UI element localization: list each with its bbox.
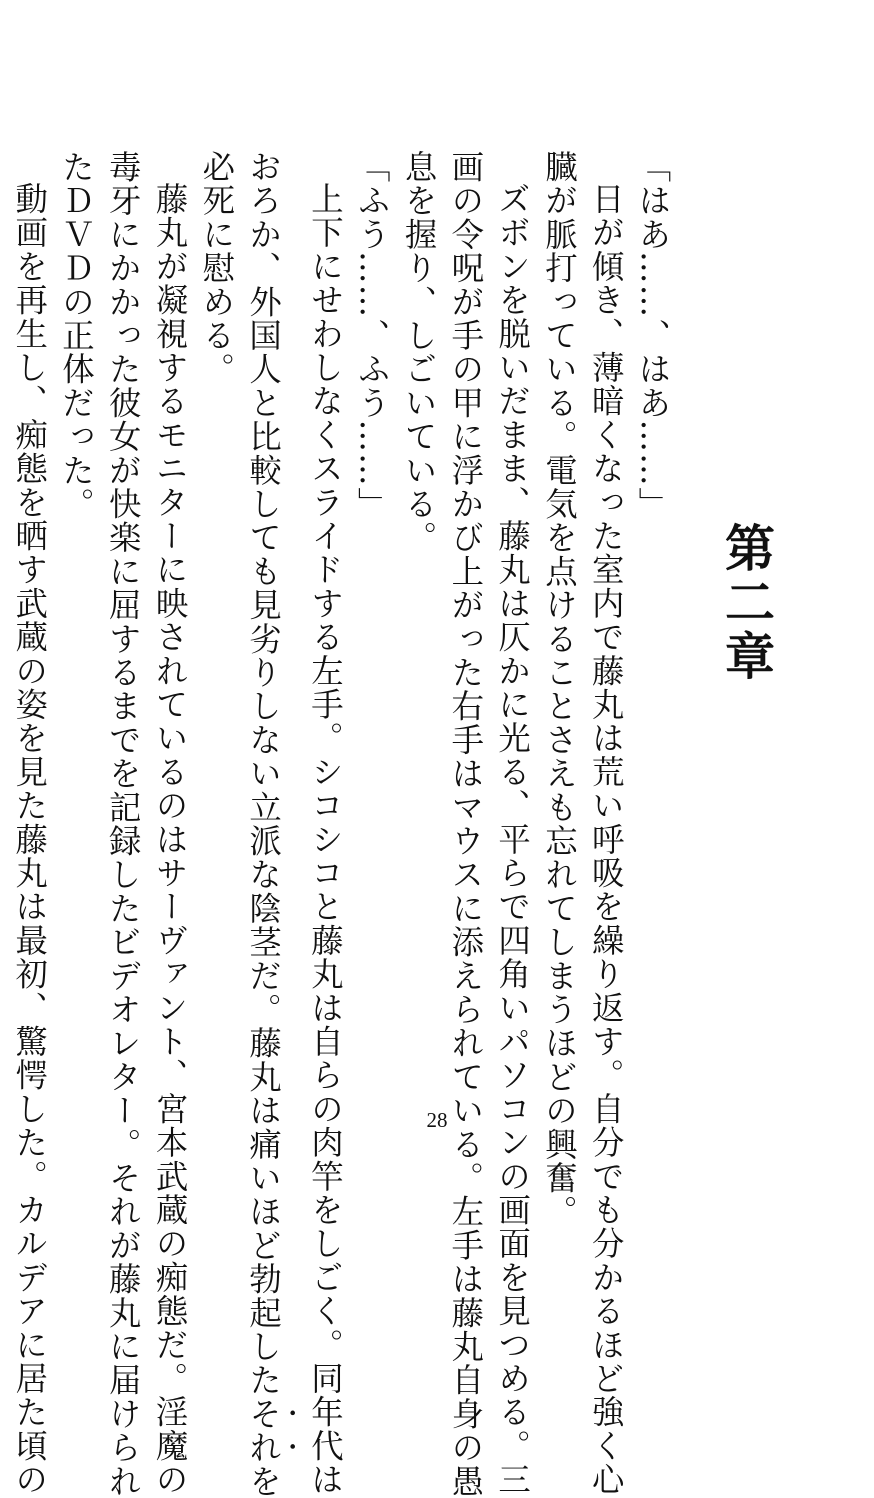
text-line: 息を握り、しごいている。	[400, 150, 439, 555]
paragraph-dialogue-2	[348, 150, 395, 1090]
text-line: 「はあ……、はあ……」	[634, 150, 672, 521]
emphasis-text: それ	[244, 1396, 283, 1465]
text-line: 必死に慰める。	[197, 150, 236, 386]
paragraph-6-cont	[53, 150, 100, 1090]
text-line: ズボンを脱いだまま、藤丸は仄かに光る、平らで四角いパソコンの画面を見つめる。三	[493, 182, 532, 1497]
paragraph-2	[582, 150, 629, 1497]
paragraph-7	[6, 150, 53, 1497]
chapter-title: 第二章	[717, 522, 776, 684]
paragraph-2-cont	[536, 150, 583, 1229]
page-number: 28	[426, 1108, 448, 1132]
text-line: 「ふう……、ふう……」	[353, 150, 392, 521]
text-line: 画の令呪が手の甲に浮かび上がった右手はマウスに添えられている。左手は藤丸自身の愚	[446, 150, 485, 1498]
text-line: 藤丸が凝視するモニターに映されているのはサーヴァント、宮本武蔵の痴態だ。淫魔の	[151, 182, 190, 1497]
paragraph-5	[302, 150, 349, 1497]
paragraph-6-cont	[99, 150, 146, 1498]
paragraph-dialogue-1	[629, 150, 676, 1090]
text-line: 毒牙にかかった彼女が快楽に屈するまでを記録したビデオレター。それが藤丸に届けられ	[104, 150, 143, 1498]
text-line: 臓が脈打っている。電気を点けることさえも忘れてしまうほどの興奮。	[540, 150, 579, 1229]
text-line: 日が傾き、薄暗くなった室内で藤丸は荒い呼吸を繰り返す。自分でも分かるほど強く心	[587, 182, 626, 1497]
text-line: たＤＶＤの正体だった。	[57, 150, 96, 521]
paragraph-5-cont	[193, 150, 240, 1090]
paragraph-6	[146, 150, 193, 1497]
paragraph-3-cont	[442, 150, 489, 1498]
paragraph-5-cont	[240, 150, 302, 1498]
text-line: おろか、外国人と比較しても見劣りしない立派な陰茎だ。藤丸は痛いほど勃起した	[244, 150, 283, 1397]
text-line: 上下にせわしなくスライドする左手。シコシコと藤丸は自らの肉竿をしごく。同年代は	[306, 182, 345, 1497]
text-line: を	[244, 1464, 283, 1498]
paragraph-3	[489, 150, 536, 1497]
text-line: 動画を再生し、痴態を晒す武蔵の姿を見た藤丸は最初、驚愕した。カルデアに居た頃の	[10, 182, 49, 1497]
paragraph-3-cont	[395, 150, 442, 1090]
